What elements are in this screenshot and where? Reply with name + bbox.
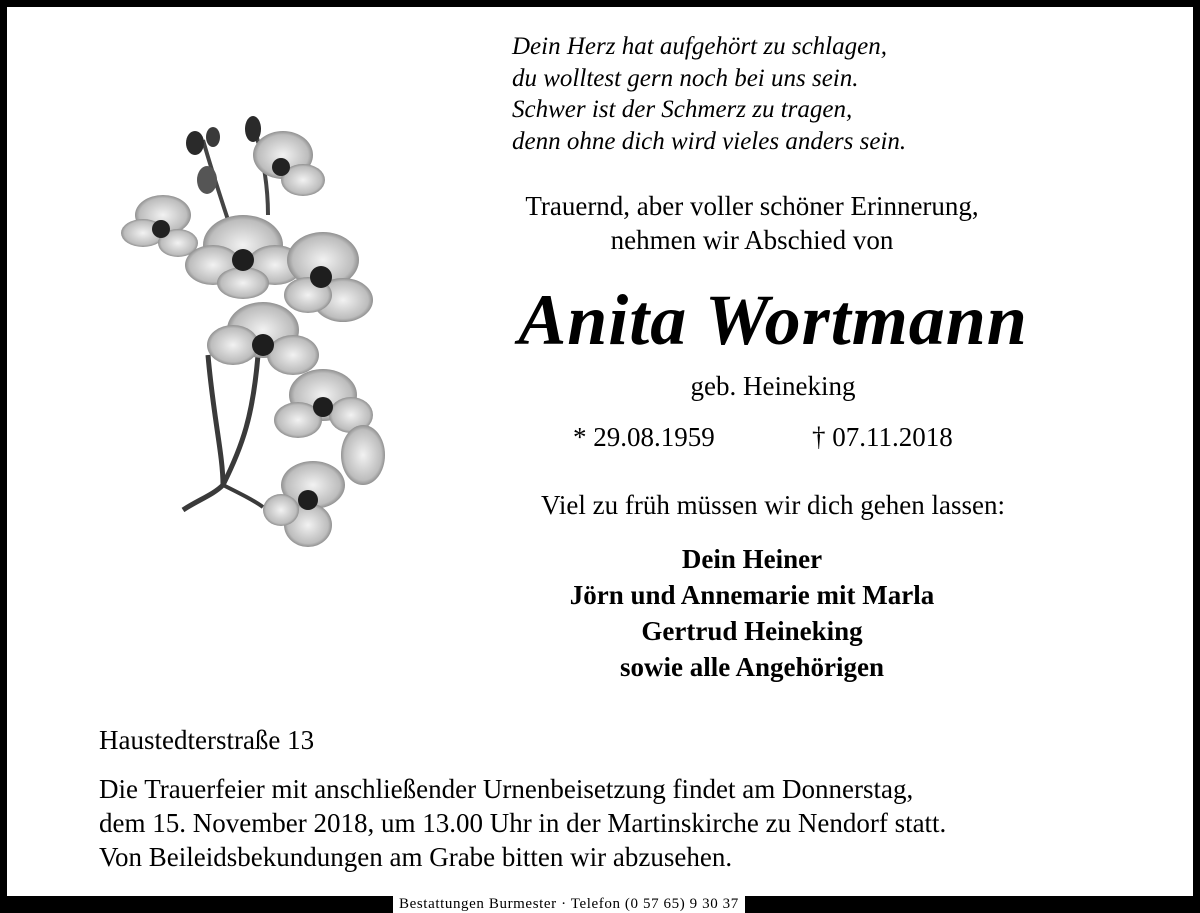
birth-date: * 29.08.1959 [573, 422, 715, 452]
intro-line: Trauernd, aber voller schöner Erinnerung, [525, 191, 979, 221]
poem-line: Dein Herz hat aufgehört zu schlagen, [512, 33, 887, 60]
mourner-entry: Dein Heiner [681, 544, 823, 574]
memorial-poem [512, 31, 906, 157]
poem-line: Schwer ist der Schmerz zu tragen, [512, 96, 853, 123]
poem-line: du wolltest gern noch bei uns sein. [512, 64, 859, 92]
mourner-entry: sowie alle Angehörigen [620, 652, 884, 682]
footer-bar [7, 896, 1193, 913]
intro-text [407, 189, 1097, 257]
deceased-name: Anita Wortmann [518, 280, 1028, 360]
mourner-entry: Jörn und Annemarie mit Marla [569, 580, 935, 610]
service-line: dem 15. November 2018, um 13.00 Uhr in der Martinskirche zu Nendorf statt. [99, 808, 947, 838]
orchid-branch-icon [103, 115, 393, 555]
family-address: Haustedterstraße 13 [99, 725, 315, 755]
funeral-service-info [99, 772, 946, 874]
poem-line: denn ohne dich wird vieles anders sein. [512, 127, 907, 155]
service-line: Von Beileidsbekundungen am Grabe bitten wir abzusehen. [99, 842, 733, 872]
mourners-list [407, 541, 1097, 685]
intro-line: nehmen wir Abschied von [610, 225, 894, 255]
closing-line: Viel zu früh müssen wir dich gehen lassen: [540, 490, 1005, 520]
service-line: Die Trauerfeier mit anschließender Urnenbeisetzung findet am Donnerstag, [99, 774, 914, 804]
death-date: † 07.11.2018 [812, 422, 953, 452]
undertaker-contact: Bestattungen Burmester · Telefon (0 57 65) 9 30 37 [393, 896, 745, 913]
mourner-entry: Gertrud Heineking [641, 616, 863, 646]
maiden-name: geb. Heineking [690, 371, 856, 401]
